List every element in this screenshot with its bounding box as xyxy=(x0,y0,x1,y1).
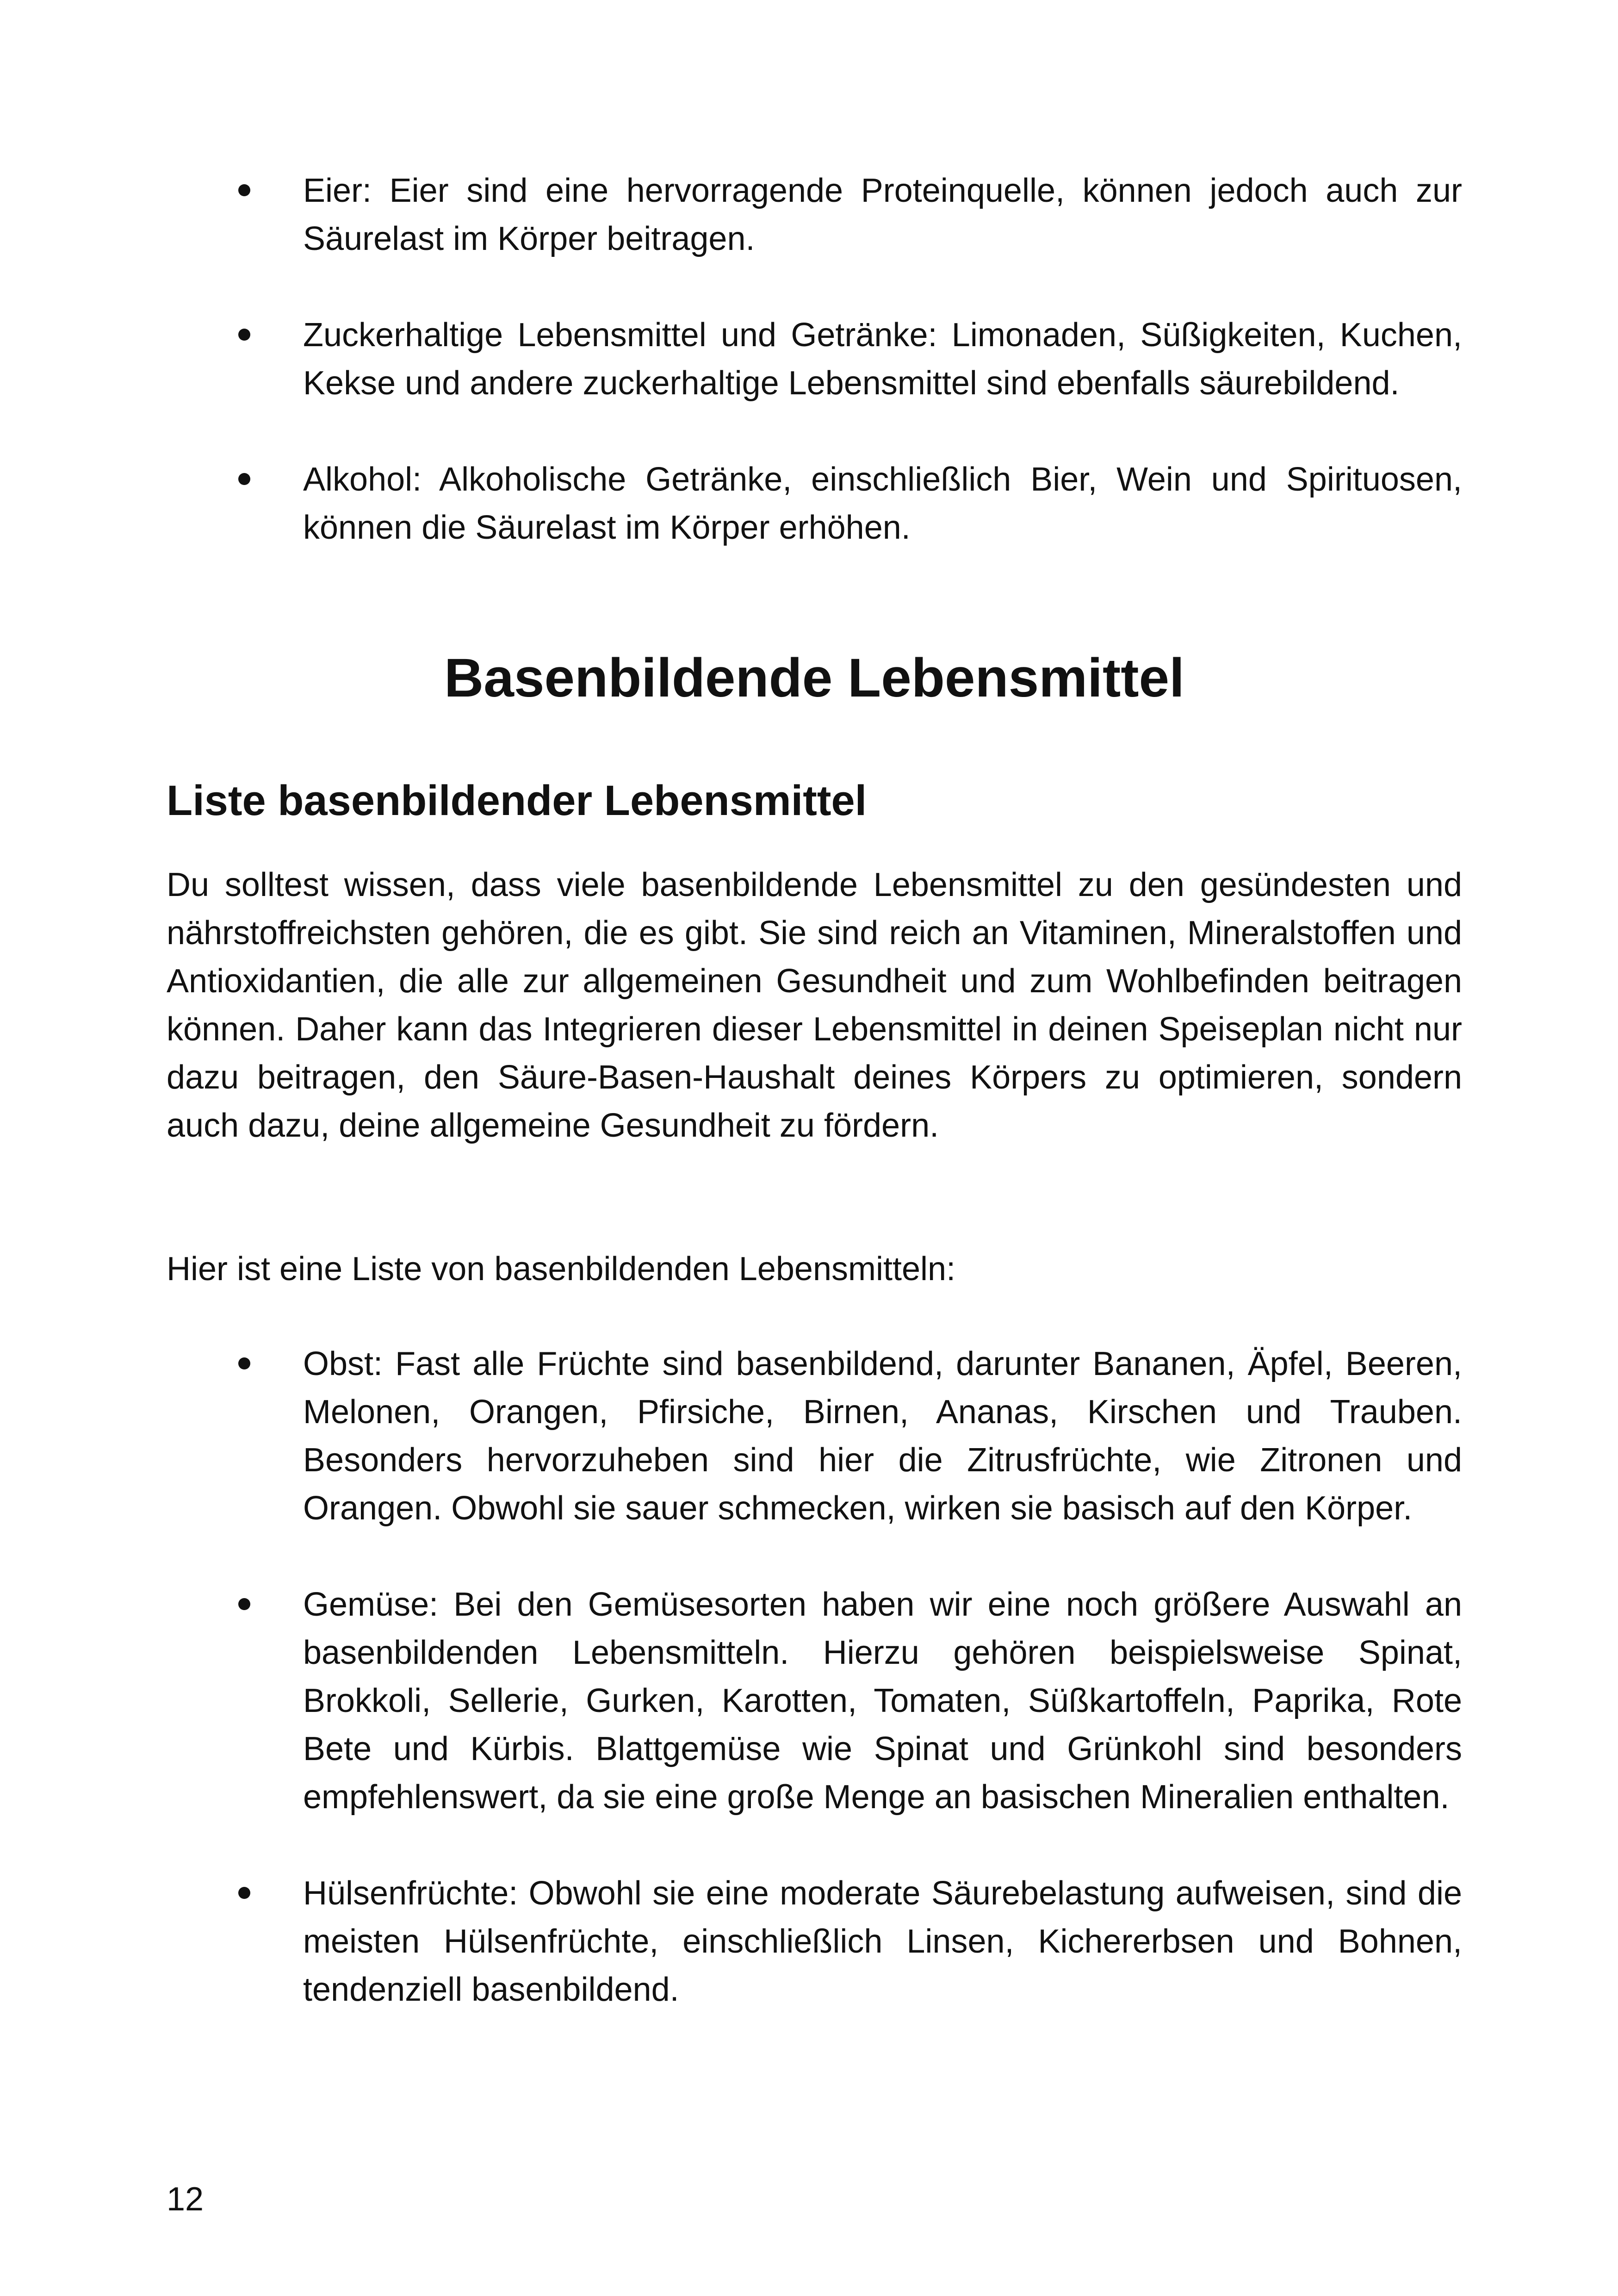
list-item-text: Alkohol: Alkoholische Getränke, einschließlich Bier, Wein und Spirituosen, können die Säurelast im Körper erhöhen. xyxy=(303,461,1462,546)
bullet-icon xyxy=(238,184,250,196)
list-item-text: Hülsenfrüchte: Obwohl sie eine moderate Säurebelastung aufweisen, sind die meisten Hülsenfrüchte, einschließlich Linsen, Kichererbsen und Bohnen, tendenziell basenbildend. xyxy=(303,1875,1462,2008)
list-item-text: Eier: Eier sind eine hervorragende Proteinquelle, können jedoch auch zur Säurelast im Körper beitragen. xyxy=(303,172,1462,257)
list-spacer xyxy=(167,263,1462,311)
list-item-text: Gemüse: Bei den Gemüsesorten haben wir eine noch größere Auswahl an basenbildenden Lebensmitteln. Hierzu gehören beispielsweise Spinat, Brokkoli, Sellerie, Gurken, Karotten, Tomaten, Süßkartoffeln, Paprika, Rote Bete und Kürbis. Blattgemüse wie Spinat und Grünkohl sind besonders empfehlenswert, da sie eine große Menge an basischen Mineralien enthalten. xyxy=(303,1586,1462,1816)
list-item-text: Zuckerhaltige Lebensmittel und Getränke: Limonaden, Süßigkeiten, Kuchen, Kekse und andere zuckerhaltige Lebensmittel sind ebenfalls säurebildend. xyxy=(303,317,1462,402)
bullet-icon xyxy=(238,1887,250,1899)
section-title: Liste basenbildender Lebensmittel xyxy=(167,777,867,824)
bullet-icon xyxy=(238,1598,250,1610)
list-item xyxy=(167,311,1462,407)
bullet-icon xyxy=(238,1357,250,1369)
list-item-text: Obst: Fast alle Früchte sind basenbildend, darunter Bananen, Äpfel, Beeren, Melonen, Orangen, Pfirsiche, Birnen, Ananas, Kirschen und Trauben. Besonders hervorzuheben sind hier die Zitrusfrüchte, wie Zitronen und Orangen. Obwohl sie sauer schmecken, wirken sie basisch auf den Körper. xyxy=(303,1345,1462,1527)
list-item xyxy=(167,455,1462,552)
acid-food-list xyxy=(167,167,1462,552)
list-item xyxy=(167,1580,1462,1821)
list-spacer xyxy=(167,1532,1462,1580)
page-number: 12 xyxy=(167,2181,204,2218)
bullet-icon xyxy=(238,473,250,485)
list-item xyxy=(167,1869,1462,2014)
list-item xyxy=(167,1340,1462,1532)
bullet-icon xyxy=(238,329,250,341)
list-spacer xyxy=(167,1821,1462,1869)
list-item xyxy=(167,167,1462,263)
list-intro-paragraph: Hier ist eine Liste von basenbildenden Lebensmitteln: xyxy=(167,1251,956,1288)
chapter-title: Basenbildende Lebensmittel xyxy=(444,647,1184,709)
intro-paragraph: Du solltest wissen, dass viele basenbildende Lebensmittel zu den gesündesten und nährstoffreichsten gehören, die es gibt. Sie sind reich an Vitaminen, Mineralstoffen und Antioxidantien, die alle zur allgemeinen Gesundheit und zum Wohlbefinden beitragen können. Daher kann das Integrieren dieser Lebensmittel in deinen Speiseplan nicht nur dazu beitragen, den Säure-Basen-Haushalt deines Körpers zu optimieren, sondern auch dazu, deine allgemeine Gesundheit zu fördern. xyxy=(167,866,1462,1144)
list-spacer xyxy=(167,407,1462,455)
base-food-list xyxy=(167,1340,1462,2014)
